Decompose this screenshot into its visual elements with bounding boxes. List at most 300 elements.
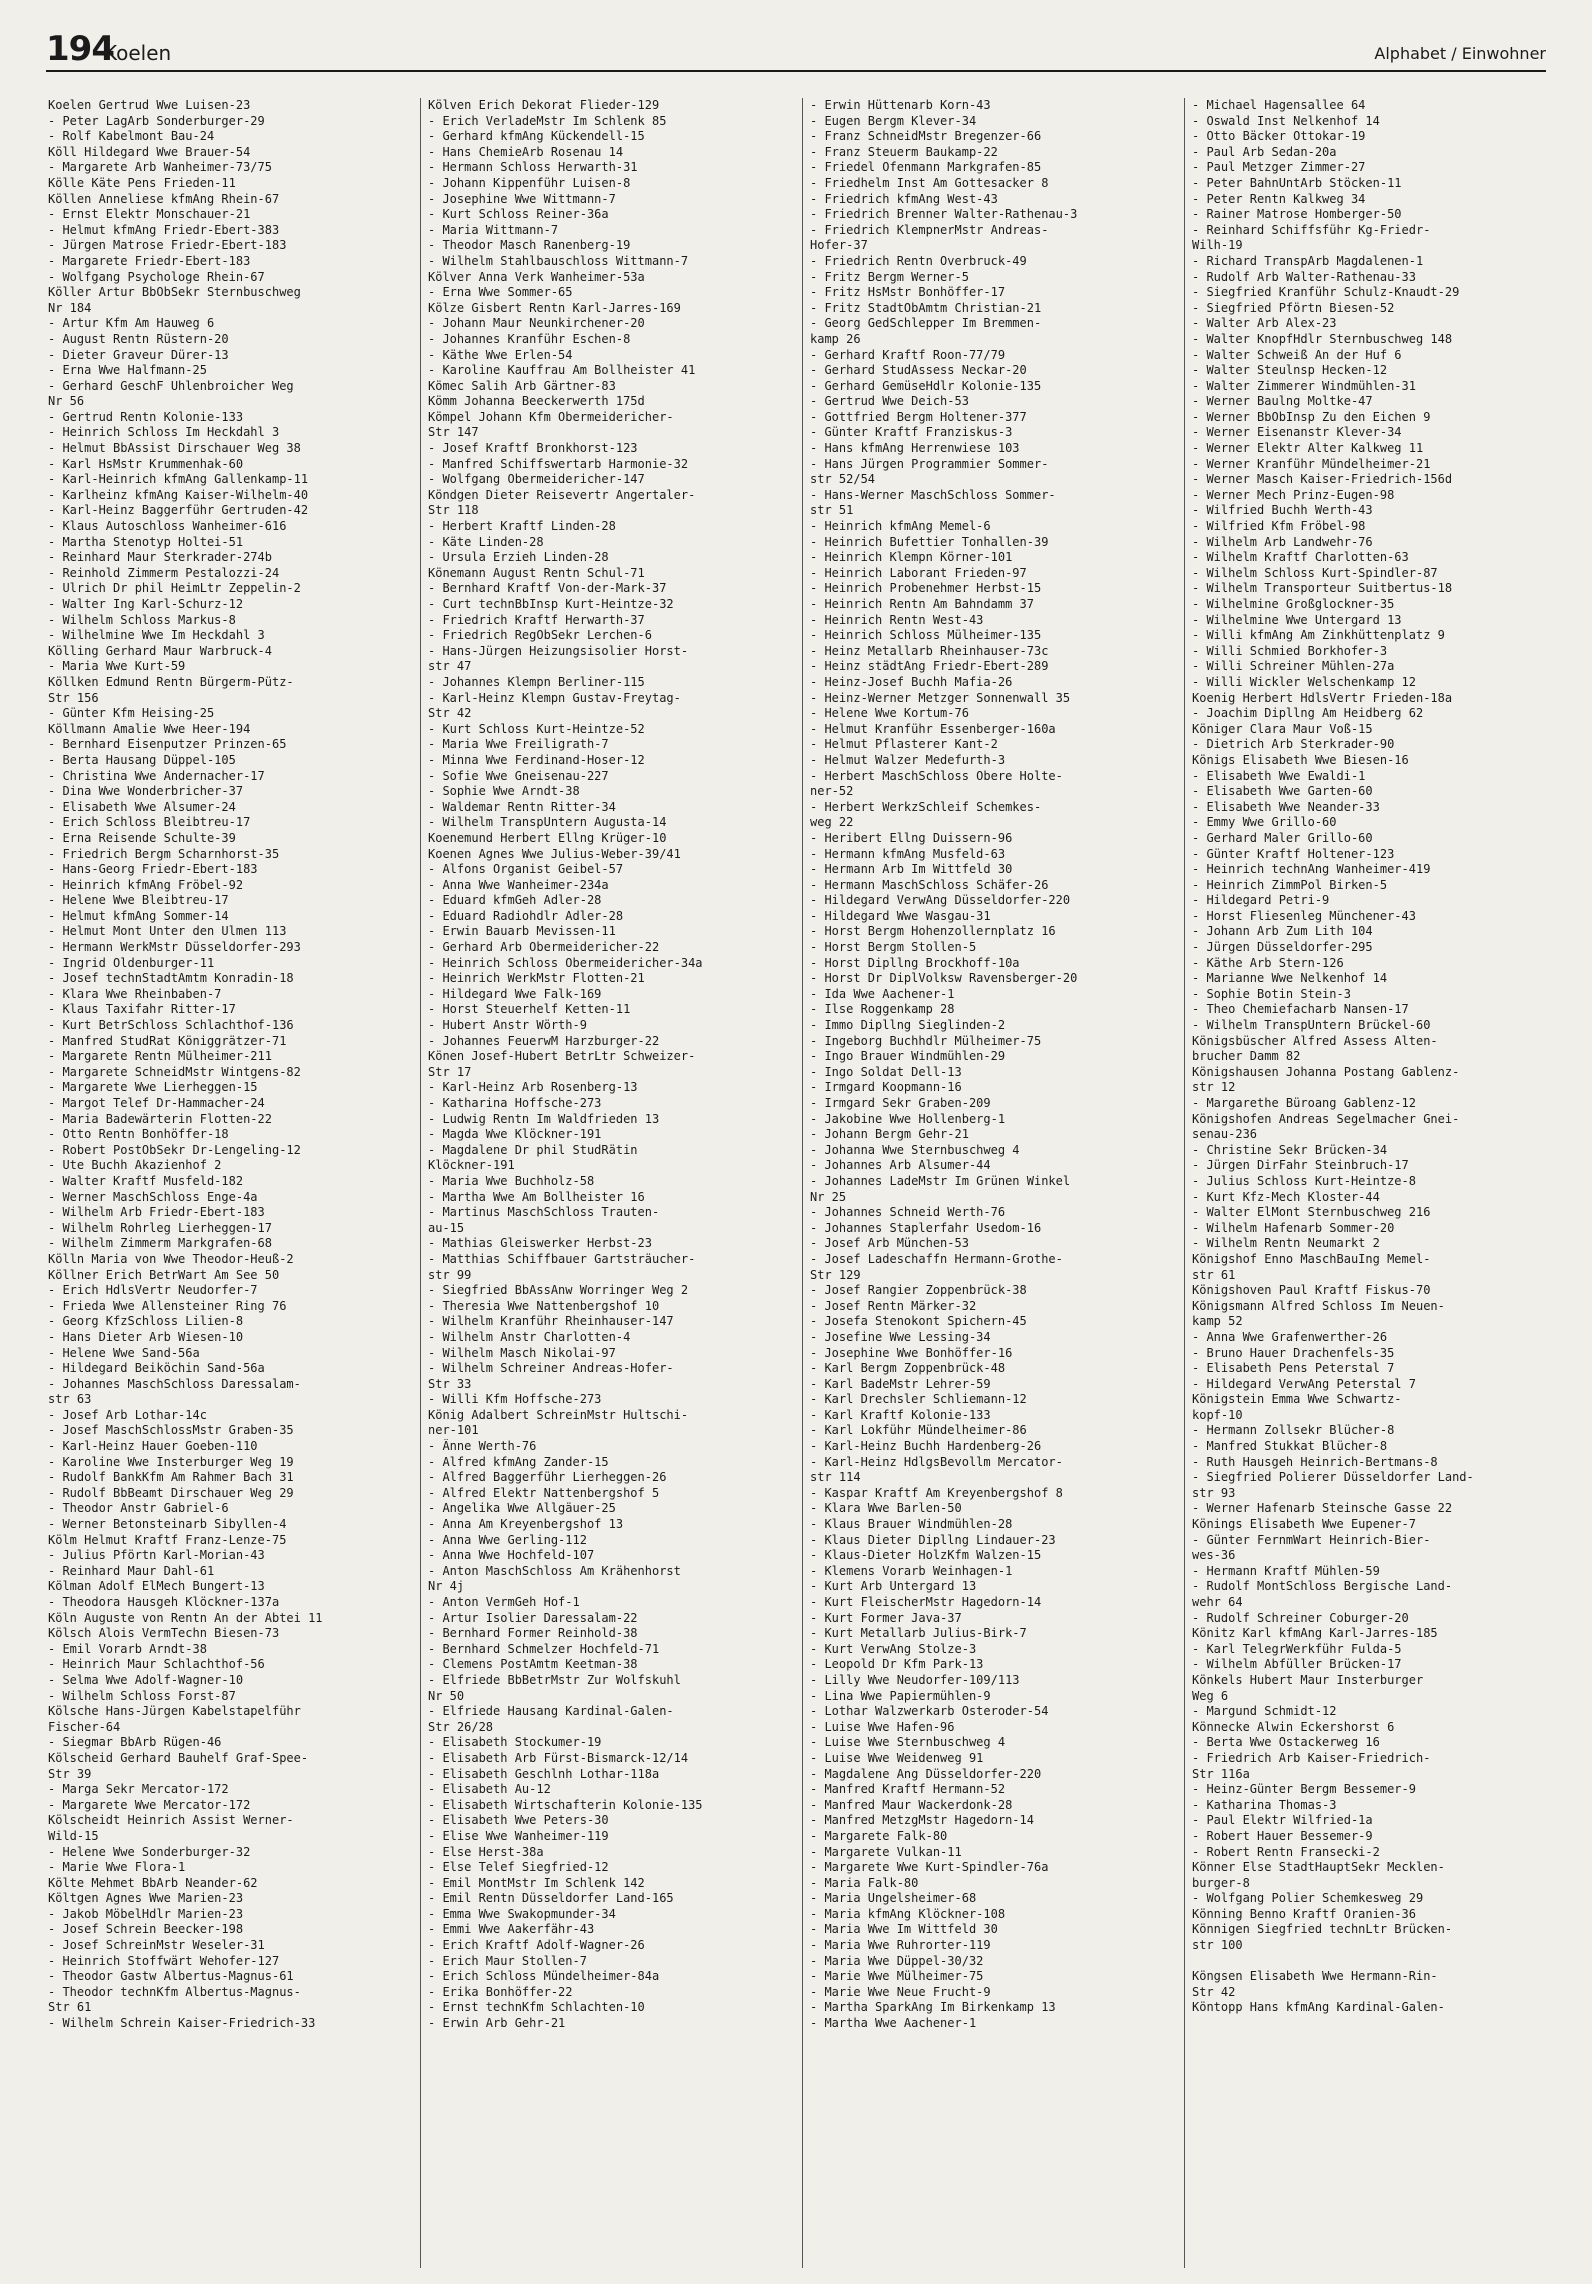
directory-entry: - Reinhard Maur Sterkrader-274b [48,550,272,565]
directory-entry: - Herbert WerkzSchleif Schemkes- [810,799,1042,814]
directory-entry: - Jürgen DirFahr Steinbruch-17 [1192,1158,1409,1173]
directory-entry: Köllken Edmund Rentn Bürgerm-Pütz- [48,674,294,689]
directory-entry: - Kurt Arb Untergard 13 [810,1579,977,1594]
directory-entry: - Hermann Arb Im Wittfeld 30 [810,862,1013,877]
directory-entry: Str 33 [428,1376,472,1391]
directory-entry: Fischer-64 [48,1719,121,1734]
directory-entry: - Margarete Wwe Mercator-172 [48,1797,251,1812]
directory-entry: kopf-10 [1192,1407,1243,1422]
directory-entry: - Erich Schloss Bleibtreu-17 [48,815,251,830]
directory-entry: - Wilhelm Schloss Kurt-Spindler-87 [1192,565,1438,580]
directory-entry: - Helene Wwe Bleibtreu-17 [48,893,229,908]
directory-entry: - Karl Kraftf Kolonie-133 [810,1407,991,1422]
directory-entry: - Wilhelm Kranführ Rheinhauser-147 [428,1314,674,1329]
directory-entry: Kölze Gisbert Rentn Karl-Jarres-169 [428,300,681,315]
directory-entry: Str 118 [428,503,479,518]
directory-entry: - Bruno Hauer Drachenfels-35 [1192,1345,1395,1360]
directory-entry: - Klara Wwe Rheinbaben-7 [48,986,222,1001]
directory-entry: - Klaus Brauer Windmühlen-28 [810,1517,1013,1532]
directory-entry: Könning Benno Kraftf Oranien-36 [1192,1906,1416,1921]
directory-entry: - Siegmar BbArb Rügen-46 [48,1735,222,1750]
directory-entry: - Hans-Georg Friedr-Ebert-183 [48,862,258,877]
directory-entry: Koelen Gertrud Wwe Luisen-23 [48,98,251,112]
directory-entry: - Wilhelm Arb Landwehr-76 [1192,534,1373,549]
directory-entry: - Günter Kfm Heising-25 [48,706,215,721]
directory-entry: - Erich Kraftf Adolf-Wagner-26 [428,1938,645,1953]
directory-entry: - Wilhelm Schreiner Andreas-Hofer- [428,1361,674,1376]
directory-entry: - Horst Bergm Stollen-5 [810,940,977,955]
directory-entry: Kölman Adolf ElMech Bungert-13 [48,1579,265,1594]
directory-entry: - Johann Maur Neunkirchener-20 [428,316,645,331]
directory-entry: - Heinrich Stoffwärt Wehofer-127 [48,1953,280,1968]
directory-entry: - Manfred Stukkat Blücher-8 [1192,1439,1388,1454]
directory-entry: - Josefa Stenokont Spichern-45 [810,1314,1027,1329]
directory-entry: Költe Mehmet BbArb Neander-62 [48,1875,258,1890]
directory-entry: - Heinz-Günter Bergm Bessemer-9 [1192,1782,1416,1797]
directory-entry: Kölle Käte Pens Frieden-11 [48,175,236,190]
directory-entry: - Günter Kraftf Franziskus-3 [810,425,1013,440]
directory-entry: - Elisabeth Wwe Neander-33 [1192,799,1380,814]
directory-entry: - Rolf Kabelmont Bau-24 [48,129,215,144]
directory-entry: - Ulrich Dr phil HeimLtr Zeppelin-2 [48,581,301,596]
directory-entry: - Kurt BetrSchloss Schlachthof-136 [48,1018,294,1033]
directory-entry: - Wilhelm Masch Nikolai-97 [428,1345,616,1360]
directory-entry: Könner Else StadtHauptSekr Mecklen- [1192,1860,1445,1875]
directory-entry: - Bernhard Schmelzer Hochfeld-71 [428,1641,660,1656]
directory-entry: - Heinz Metallarb Rheinhauser-73c [810,643,1049,658]
directory-entry: - Margarete Friedr-Ebert-183 [48,253,251,268]
directory-entry: - Bernhard Former Reinhold-38 [428,1626,638,1641]
directory-entry: - Frieda Wwe Allensteiner Ring 76 [48,1298,287,1313]
directory-column-4 [1192,98,1546,2268]
directory-entry: - Mathias Gleiswerker Herbst-23 [428,1236,652,1251]
directory-entry: - Heinrich Laborant Frieden-97 [810,565,1027,580]
directory-entry: str 114 [810,1470,861,1485]
directory-entry: - Klemens Vorarb Weinhagen-1 [810,1563,1013,1578]
directory-entry: - Bernhard Eisenputzer Prinzen-65 [48,737,287,752]
directory-entry: - Kurt Kfz-Mech Kloster-44 [1192,1189,1380,1204]
directory-entry: - Jakobine Wwe Hollenberg-1 [810,1111,1006,1126]
directory-entry: - Josef Rentn Märker-32 [810,1298,977,1313]
directory-entry: Könitz Karl kfmAng Karl-Jarres-185 [1192,1626,1438,1641]
directory-entry: - Irmgard Sekr Graben-209 [810,1096,991,1110]
directory-entry: - Lothar Walzwerkarb Osteroder-54 [810,1704,1049,1719]
directory-entry: - Hildegard VerwAng Düsseldorfer-220 [810,893,1071,908]
directory-entry: - Marie Wwe Mülheimer-75 [810,1969,984,1984]
directory-entry: - Anton VermGeh Hof-1 [428,1595,580,1609]
directory-entry: - Walter Steulnsp Hecken-12 [1192,363,1388,378]
directory-entry: - Alfred Baggerführ Lierheggen-26 [428,1470,667,1485]
directory-entry: - Hans-Jürgen Heizungsisolier Horst- [428,643,689,658]
directory-entry: - Artur Isolier Daressalam-22 [428,1610,638,1625]
directory-entry: - Ingrid Oldenburger-11 [48,955,215,970]
directory-entry: - Karl HsMstr Krummenhak-60 [48,456,244,471]
directory-entry: wes-36 [1192,1548,1236,1563]
directory-entry: - Franz Steuerm Baukamp-22 [810,144,998,159]
directory-entry: - Helmut kfmAng Friedr-Ebert-383 [48,222,280,237]
directory-entry: Königsmann Alfred Schloss Im Neuen- [1192,1298,1445,1313]
directory-entry: Nr 184 [48,300,92,315]
directory-entry: - Hermann MaschSchloss Schäfer-26 [810,877,1049,892]
directory-entry: - Walter Zimmerer Windmühlen-31 [1192,378,1416,393]
directory-entry: - Irmgard Koopmann-16 [810,1080,962,1095]
directory-entry: - Elisabeth Pens Peterstal 7 [1192,1361,1395,1376]
directory-entry: - Elisabeth Wwe Garten-60 [1192,784,1373,799]
directory-entry: Str 129 [810,1267,861,1282]
directory-entry: - Gerhard GemüseHdlr Kolonie-135 [810,378,1042,393]
directory-entry: - Oswald Inst Nelkenhof 14 [1192,113,1380,128]
directory-entry: Koenen Agnes Wwe Julius-Weber-39/41 [428,846,681,861]
directory-entry: - Willi Schreiner Mühlen-27a [1192,659,1395,674]
directory-entry: - Wolfgang Polier Schemkesweg 29 [1192,1891,1424,1906]
directory-entry: Koenemund Herbert Ellng Krüger-10 [428,830,667,845]
directory-entry: Königshof Enno MaschBauIng Memel- [1192,1251,1431,1266]
directory-entry: - Marianne Wwe Nelkenhof 14 [1192,971,1388,986]
directory-entry: - Peter LagArb Sonderburger-29 [48,113,265,128]
directory-entry: - Gerhard GeschF Uhlenbroicher Weg [48,378,294,393]
directory-entry: Königshoven Paul Kraftf Fiskus-70 [1192,1283,1431,1298]
directory-entry: - Paul Metzger Zimmer-27 [1192,160,1366,175]
directory-entry: - Ida Wwe Aachener-1 [810,986,955,1001]
directory-entry: Kömm Johanna Beeckerwerth 175d [428,394,645,409]
directory-entry: - Hermann kfmAng Musfeld-63 [810,846,1006,861]
directory-entry: - Helmut BbAssist Dirschauer Weg 38 [48,441,301,456]
directory-entry: - Erwin Bauarb Mevissen-11 [428,924,616,939]
directory-entry: - Helene Wwe Sonderburger-32 [48,1844,251,1859]
directory-entry: - Elisabeth Wirtschafterin Kolonie-135 [428,1797,703,1812]
directory-entry: - Marie Wwe Neue Frucht-9 [810,1984,991,1999]
directory-entry: str 47 [428,659,472,674]
directory-entry: Königshofen Andreas Segelmacher Gnei- [1192,1111,1460,1126]
directory-entry: Kölscheidt Heinrich Assist Werner- [48,1813,294,1828]
directory-entry: - Heinrich Maur Schlachthof-56 [48,1657,265,1672]
directory-entry: - Luise Wwe Hafen-96 [810,1719,955,1734]
directory-entry: - Ute Buchh Akazienhof 2 [48,1158,222,1173]
directory-entry: - Anna Wwe Gerling-112 [428,1532,587,1547]
directory-entry: - Heinrich Rentn Am Bahndamm 37 [810,597,1034,611]
directory-entry: - Wilhelmine Wwe Im Heckdahl 3 [48,628,265,643]
page-keyword: Koelen [104,41,172,65]
directory-entry: - Elfriede BbBetrMstr Zur Wolfskuhl [428,1672,681,1687]
directory-entry: - Artur Kfm Am Hauweg 6 [48,316,215,331]
directory-entry: - Anna Wwe Grafenwerther-26 [1192,1329,1388,1344]
directory-entry: - Ludwig Rentn Im Waldfrieden 13 [428,1111,660,1126]
directory-entry: - Erich Schloss Mündelheimer-84a [428,1969,660,1984]
directory-entry: - Alfons Organist Geibel-57 [428,862,624,877]
directory-entry: - Josef Ladeschaffn Hermann-Grothe- [810,1251,1063,1266]
directory-entry: - Peter Rentn Kalkweg 34 [1192,191,1366,206]
directory-entry: - Ingo Brauer Windmühlen-29 [810,1049,1006,1064]
directory-entry: - Kurt VerwAng Stolze-3 [810,1641,977,1656]
directory-entry: - Else Telef Siegfried-12 [428,1860,609,1875]
directory-entry: - Emil Rentn Düsseldorfer Land-165 [428,1891,674,1906]
directory-entry: - Hildegard Beiköchin Sand-56a [48,1361,265,1376]
directory-entry: - Maria Falk-80 [810,1875,919,1890]
directory-entry: - Siegfried BbAssAnw Worringer Weg 2 [428,1283,689,1298]
directory-entry: - Bernhard Kraftf Von-der-Mark-37 [428,581,667,596]
directory-entry: - Heinrich Schloss Obermeidericher-34a [428,955,703,970]
directory-entry: - Elisabeth Geschlnh Lothar-118a [428,1766,660,1781]
directory-entry: - Hans-Werner MaschSchloss Sommer- [810,487,1056,502]
directory-entry: - Gerhard Maler Grillo-60 [1192,830,1373,845]
directory-entry: Klöckner-191 [428,1158,515,1173]
directory-entry: - Ernst technKfm Schlachten-10 [428,2000,645,2015]
directory-column-3 [810,98,1178,2268]
directory-entry: - Wolfgang Psychologe Rhein-67 [48,269,265,284]
directory-entry: - Horst Fliesenleg Münchener-43 [1192,908,1416,923]
directory-entry: Nr 56 [48,394,85,409]
directory-entry: - Johannes FeuerwM Harzburger-22 [428,1033,660,1048]
directory-entry: - Helmut Pflasterer Kant-2 [810,737,998,752]
directory-entry: - Erich Maur Stollen-7 [428,1953,587,1968]
directory-entry: - Erna Wwe Halfmann-25 [48,363,207,378]
directory-entry: Kölscheid Gerhard Bauhelf Graf-Spee- [48,1750,309,1765]
directory-entry: - Rudolf BankKfm Am Rahmer Bach 31 [48,1470,294,1485]
directory-entry: - Hildegard VerwAng Peterstal 7 [1192,1376,1416,1391]
directory-entry: - Kurt Schloss Kurt-Heintze-52 [428,721,645,736]
directory-entry: - Karl Lokführ Mündelheimer-86 [810,1423,1027,1438]
directory-entry: Könings Elisabeth Wwe Eupener-7 [1192,1517,1416,1532]
directory-entry: Str 42 [428,706,472,721]
directory-entry: - Hans kfmAng Herrenwiese 103 [810,441,1020,456]
directory-entry: - Fritz Bergm Werner-5 [810,269,969,284]
directory-entry: - Heinrich Bufettier Tonhallen-39 [810,534,1049,549]
directory-entry: - Klaus Autoschloss Wanheimer-616 [48,519,287,534]
directory-entry: - Paul Elektr Wilfried-1a [1192,1813,1373,1828]
directory-entry: - Günter Kraftf Holtener-123 [1192,846,1395,861]
directory-entry: - Franz SchneidMstr Bregenzer-66 [810,129,1042,144]
column-divider [802,98,803,2268]
directory-entry: Köndgen Dieter Reisevertr Angertaler- [428,487,696,502]
directory-entry: - Martha Wwe Am Bollheister 16 [428,1189,645,1204]
directory-entry: Str 156 [48,690,99,705]
directory-entry: - Werner Eisenanstr Klever-34 [1192,425,1402,440]
directory-entry: weg 22 [810,815,854,830]
directory-entry: - Friedrich Bergm Scharnhorst-35 [48,846,280,861]
directory-entry: - Gottfried Bergm Holtener-377 [810,409,1027,424]
directory-entry: - Josef SchreinMstr Weseler-31 [48,1938,265,1953]
directory-entry: - Erna Wwe Sommer-65 [428,285,573,300]
directory-entry: - Sofie Wwe Gneisenau-227 [428,768,609,783]
directory-entry: - Emil MontMstr Im Schlenk 142 [428,1875,645,1890]
directory-entry: Wilh-19 [1192,238,1243,253]
directory-entry: - Wilhelm Kraftf Charlotten-63 [1192,550,1409,565]
directory-entry: - Georg KfzSchloss Lilien-8 [48,1314,244,1329]
directory-entry: Könkels Hubert Maur Insterburger [1192,1672,1424,1687]
directory-entry: - Anton MaschSchloss Am Krähenhorst [428,1563,681,1578]
directory-entry: - Katharina Hoffsche-273 [428,1096,602,1110]
directory-entry: - Maria kfmAng Klöckner-108 [810,1906,1006,1921]
directory-entry: Str 61 [48,2000,92,2015]
directory-entry: - Klaus Taxifahr Ritter-17 [48,1002,236,1017]
directory-entry: - Martha Stenotyp Holtei-51 [48,534,244,549]
directory-entry: Köllmann Amalie Wwe Heer-194 [48,721,251,736]
directory-entry: - Paul Arb Sedan-20a [1192,144,1337,159]
directory-entry: str 61 [1192,1267,1236,1282]
directory-entry: - Johannes MaschSchloss Daressalam- [48,1376,301,1391]
directory-entry: senau-236 [1192,1127,1258,1142]
directory-entry: - Willi kfmAng Am Zinkhüttenplatz 9 [1192,628,1445,643]
directory-entry: - Peter BahnUntArb Stöcken-11 [1192,175,1402,190]
directory-entry: ner-52 [810,784,854,799]
directory-entry: - Heinrich Klempn Körner-101 [810,550,1013,565]
directory-entry: Königsbüscher Alfred Assess Alten- [1192,1033,1438,1048]
directory-entry: - Ruth Hausgeh Heinrich-Bertmans-8 [1192,1454,1438,1469]
directory-entry: - Emma Wwe Swakopmunder-34 [428,1906,616,1921]
directory-entry: - Otto Bäcker Ottokar-19 [1192,129,1366,144]
directory-entry: - Karoline Wwe Insterburger Weg 19 [48,1454,294,1469]
directory-entry: - Karl-Heinz Baggerführ Gertruden-42 [48,503,309,518]
directory-entry: - Werner Mech Prinz-Eugen-98 [1192,487,1395,502]
directory-entry: - Maria Wwe Ruhrorter-119 [810,1938,991,1953]
directory-entry: - Friedrich Kraftf Herwarth-37 [428,612,645,627]
directory-entry: - Reinhold Zimmerm Pestalozzi-24 [48,565,280,580]
directory-entry: - Johann Arb Zum Lith 104 [1192,924,1373,939]
directory-entry: Köngsen Elisabeth Wwe Hermann-Rin- [1192,1969,1438,1984]
directory-entry: - Hans ChemieArb Rosenau 14 [428,144,624,159]
directory-entry: - Karl-Heinz Arb Rosenberg-13 [428,1080,638,1095]
directory-entry: - Gertrud Wwe Deich-53 [810,394,969,409]
directory-entry: - Werner Baulng Moltke-47 [1192,394,1373,409]
directory-entry: - Horst Steuerhelf Ketten-11 [428,1002,631,1017]
section-title: Alphabet / Einwohner [1374,44,1546,63]
directory-entry: - Dina Wwe Wonderbricher-37 [48,784,244,799]
directory-entry: - Helmut Mont Unter den Ulmen 113 [48,924,287,939]
directory-entry: - Werner BbObInsp Zu den Eichen 9 [1192,409,1431,424]
directory-entry: - Hildegard Wwe Falk-169 [428,986,602,1001]
directory-entry: - Fritz HsMstr Bonhöffer-17 [810,285,1006,300]
directory-entry: - Friedrich Rentn Overbruck-49 [810,253,1027,268]
directory-entry: - Josef Kraftf Bronkhorst-123 [428,441,638,456]
directory-entry: Weg 6 [1192,1688,1229,1703]
directory-entry: Kölling Gerhard Maur Warbruck-4 [48,643,272,658]
directory-entry: - Josef Arb München-53 [810,1236,969,1251]
directory-entry: - Erna Reisende Schulte-39 [48,830,236,845]
directory-columns [46,98,1546,2268]
directory-entry: - Johannes LadeMstr Im Grünen Winkel [810,1173,1071,1188]
directory-entry: str 12 [1192,1080,1236,1095]
directory-entry: - Hans Jürgen Programmier Sommer- [810,456,1049,471]
directory-entry: Nr 50 [428,1688,465,1703]
directory-entry: Köntopp Hans kfmAng Kardinal-Galen- [1192,2000,1445,2015]
directory-entry: - Katharina Thomas-3 [1192,1797,1337,1812]
directory-entry: - Manfred Schiffswertarb Harmonie-32 [428,456,689,471]
directory-entry: - Reinhard Maur Dahl-61 [48,1563,215,1578]
directory-entry: Költgen Agnes Wwe Marien-23 [48,1891,244,1906]
directory-entry: König Adalbert SchreinMstr Hultschi- [428,1407,689,1422]
directory-entry: - Johannes Kranführ Eschen-8 [428,331,631,346]
directory-entry: - Karl-Heinrich kfmAng Gallenkamp-11 [48,472,309,487]
directory-entry: - Hermann Schloss Herwarth-31 [428,160,638,175]
directory-entry: - Friedrich kfmAng West-43 [810,191,998,206]
directory-entry: - Ingeborg Buchhdlr Mülheimer-75 [810,1033,1042,1048]
directory-entry: Str 17 [428,1064,472,1079]
directory-entry: Kölsche Hans-Jürgen Kabelstapelführ [48,1704,301,1719]
directory-entry: Königs Elisabeth Wwe Biesen-16 [1192,752,1409,767]
directory-entry: - Margarete Wwe Kurt-Spindler-76a [810,1860,1049,1875]
directory-entry: - Karl BadeMstr Lehrer-59 [810,1376,991,1391]
directory-entry: - Helmut kfmAng Sommer-14 [48,908,229,923]
directory-entry: Koenig Herbert HdlsVertr Frieden-18a [1192,690,1453,705]
directory-entry: Königstein Emma Wwe Schwartz- [1192,1392,1402,1407]
directory-entry: - Karl-Heinz Hauer Goeben-110 [48,1439,258,1454]
directory-entry: - Karl-Heinz HdlgsBevollm Mercator- [810,1454,1063,1469]
directory-entry: - Michael Hagensallee 64 [1192,98,1366,112]
directory-entry: - Margarete SchneidMstr Wintgens-82 [48,1064,301,1079]
directory-entry: - Wilhelm Transporteur Suitbertus-18 [1192,581,1453,596]
directory-entry: - Willi Schmied Borkhofer-3 [1192,643,1388,658]
directory-entry: Str 42 [1192,1984,1236,1999]
directory-entry: - Eduard kfmGeh Adler-28 [428,893,602,908]
directory-entry: str 99 [428,1267,472,1282]
directory-entry: - Wilhelmine Wwe Untergard 13 [1192,612,1402,627]
directory-entry: - Gerhard StudAssess Neckar-20 [810,363,1027,378]
directory-entry: Köllen Anneliese kfmAng Rhein-67 [48,191,280,206]
directory-entry: - Josef Rangier Zoppenbrück-38 [810,1283,1027,1298]
directory-entry: - Eduard Radiohdlr Adler-28 [428,908,624,923]
directory-entry: - Werner Elektr Alter Kalkweg 11 [1192,441,1424,456]
directory-entry: - Helene Wwe Sand-56a [48,1345,200,1360]
directory-entry: - Werner Masch Kaiser-Friedrich-156d [1192,472,1453,487]
column-divider [1184,98,1185,2268]
directory-entry: - Magda Wwe Klöckner-191 [428,1127,602,1142]
directory-entry: - Theodor Masch Ranenberg-19 [428,238,631,253]
directory-entry: Köll Hildegard Wwe Brauer-54 [48,144,251,159]
directory-entry: - Heinrich Schloss Im Heckdahl 3 [48,425,280,440]
directory-entry: - Emil Vorarb Arndt-38 [48,1641,207,1656]
directory-column-2 [428,98,796,2268]
directory-entry: - Elfriede Hausang Kardinal-Galen- [428,1704,674,1719]
directory-entry: - Maria Wwe Düppel-30/32 [810,1953,984,1968]
directory-entry: - Martinus MaschSchloss Trauten- [428,1205,660,1220]
directory-entry: Kölver Anna Verk Wanheimer-53a [428,269,645,284]
directory-entry: - Berta Hausang Düppel-105 [48,752,236,767]
directory-entry: - Ernst Elektr Monschauer-21 [48,207,251,222]
directory-entry: - Curt technBbInsp Kurt-Heintze-32 [428,597,674,611]
directory-entry: Str 39 [48,1766,92,1781]
directory-entry: - Heribert Ellng Duissern-96 [810,830,1013,845]
directory-entry: - Heinrich Rentn West-43 [810,612,984,627]
directory-entry: - Rainer Matrose Homberger-50 [1192,207,1402,222]
directory-entry: - Elisabeth Wwe Alsumer-24 [48,799,236,814]
directory-entry: - Friedrich Brenner Walter-Rathenau-3 [810,207,1078,222]
directory-entry: - Wilfried Kfm Fröbel-98 [1192,519,1366,534]
directory-entry: - Wilfried Buchh Werth-43 [1192,503,1373,518]
directory-entry: ner-101 [428,1423,479,1438]
directory-entry: - Hermann Kraftf Mühlen-59 [1192,1563,1380,1578]
directory-entry: - Reinhard Schiffsführ Kg-Friedr- [1192,222,1431,237]
directory-entry: - Johannes Staplerfahr Usedom-16 [810,1220,1042,1235]
directory-column-1 [48,98,413,2268]
directory-entry: - Margund Schmidt-12 [1192,1704,1337,1719]
directory-entry: - Marie Wwe Flora-1 [48,1860,186,1875]
directory-entry: - Johannes Schneid Werth-76 [810,1205,1006,1220]
directory-entry: - Rudolf BbBeamt Dirschauer Weg 29 [48,1485,294,1500]
directory-entry: Kölven Erich Dekorat Flieder-129 [428,98,660,112]
directory-entry: Kömpel Johann Kfm Obermeidericher- [428,409,674,424]
directory-entry: str 93 [1192,1485,1236,1500]
directory-entry: - Johann Bergm Gehr-21 [810,1127,969,1142]
directory-entry: - Josef Schrein Beecker-198 [48,1922,244,1937]
directory-entry: - Heinz städtAng Friedr-Ebert-289 [810,659,1049,674]
directory-entry: Königer Clara Maur Voß-15 [1192,721,1373,736]
directory-entry: - Walter ElMont Sternbuschweg 216 [1192,1205,1431,1220]
directory-entry: brucher Damm 82 [1192,1049,1301,1064]
directory-entry: - Karl-Heinz Buchh Hardenberg-26 [810,1439,1042,1454]
directory-entry: - Dieter Graveur Dürer-13 [48,347,229,362]
directory-entry: - Minna Wwe Ferdinand-Hoser-12 [428,752,645,767]
directory-entry: - Werner Betonsteinarb Sibyllen-4 [48,1517,287,1532]
